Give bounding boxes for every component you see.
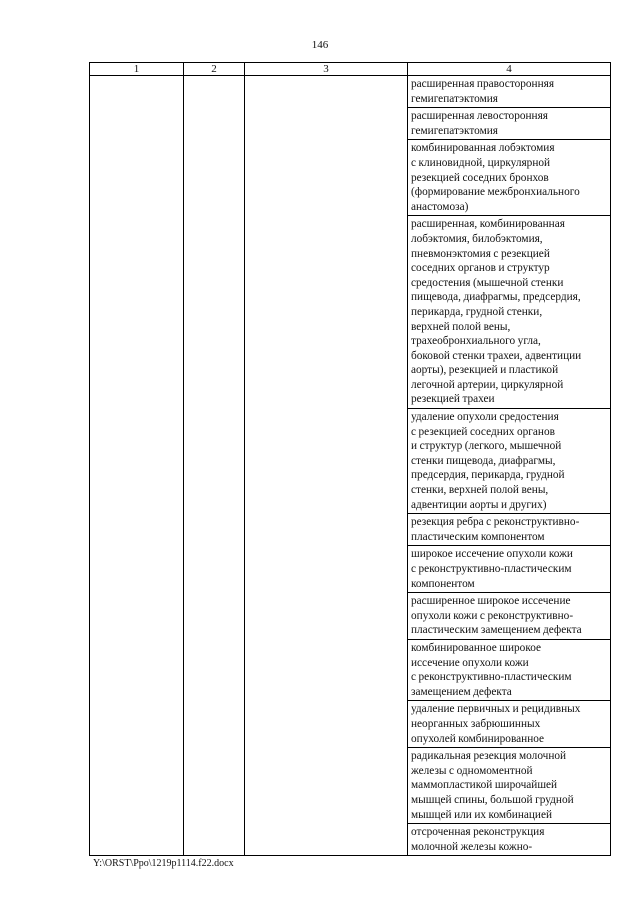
procedure-text-line: анастомоза) bbox=[411, 200, 469, 213]
procedure-text-line: пластическим компонентом bbox=[411, 530, 545, 543]
procedure-text-line: с реконструктивно-пластическим bbox=[411, 671, 572, 684]
procedure-text-line: трахеобронхиального угла, bbox=[411, 335, 541, 348]
procedure-text-line: гемигепатэктомия bbox=[411, 124, 498, 137]
procedure-text-line: пластическим замещением дефекта bbox=[411, 624, 582, 637]
procedure-text-line: гемигепатэктомия bbox=[411, 92, 498, 105]
column-header-1: 1 bbox=[90, 63, 184, 76]
procedure-text-line: пневмонэктомия с резекцией bbox=[411, 247, 550, 260]
procedure-text-line: удаление опухоли средостения bbox=[411, 411, 559, 424]
procedure-text-line: соседних органов и структур bbox=[411, 262, 550, 275]
procedure-text-line: компонентом bbox=[411, 577, 475, 590]
procedures-table bbox=[89, 62, 611, 856]
procedure-text-line: стенки, верхней полой вены, bbox=[411, 484, 549, 497]
procedure-text-line: маммопластикой широчайшей bbox=[411, 779, 558, 792]
procedure-text-line: удаление первичных и рецидивных bbox=[411, 703, 581, 716]
procedure-text-line: резекцией соседних бронхов bbox=[411, 171, 549, 184]
procedure-text-line: перикарда, грудной стенки, bbox=[411, 305, 543, 318]
procedure-text-line: отсроченная реконструкция bbox=[411, 826, 545, 839]
procedure-text-line: расширенная, комбинированная bbox=[411, 218, 565, 231]
procedure-cell bbox=[408, 748, 611, 824]
empty-column-1-cell bbox=[90, 76, 184, 856]
procedure-text-line: резекцией трахеи bbox=[411, 393, 495, 406]
file-path-footer: Y:\ORST\Ppo\1219p1114.f22.docx bbox=[93, 858, 234, 869]
procedure-cell bbox=[408, 216, 611, 409]
procedure-cell bbox=[408, 409, 611, 514]
procedure-text-line: боковой стенки трахеи, адвентиции bbox=[411, 349, 582, 362]
procedure-cell bbox=[408, 546, 611, 593]
procedure-text-line: радикальная резекция молочной bbox=[411, 750, 567, 763]
procedure-text-line: мышцей или их комбинацией bbox=[411, 808, 553, 821]
empty-column-3-cell bbox=[245, 76, 408, 856]
procedure-text-line: предсердия, перикарда, грудной bbox=[411, 469, 565, 482]
procedure-cell bbox=[408, 76, 611, 108]
procedure-text-line: пищевода, диафрагмы, предсердия, bbox=[411, 291, 581, 304]
procedure-text-line: верхней полой вены, bbox=[411, 320, 511, 333]
procedure-text-line: адвентиции аорты и других) bbox=[411, 498, 547, 511]
procedure-cell bbox=[408, 140, 611, 216]
empty-column-2-cell bbox=[184, 76, 245, 856]
procedure-text-line: с резекцией соседних органов bbox=[411, 425, 555, 438]
procedure-text-line: и структур (легкого, мышечной bbox=[411, 440, 562, 453]
procedure-text-line: лобэктомия, билобэктомия, bbox=[411, 232, 543, 245]
procedure-text-line: легочной артерии, циркулярной bbox=[411, 378, 564, 391]
procedure-text-line: (формирование межбронхиального bbox=[411, 186, 580, 199]
procedure-text-line: расширенная правосторонняя bbox=[411, 78, 555, 90]
procedure-text-line: опухоли кожи с реконструктивно- bbox=[411, 609, 574, 622]
column-header-2: 2 bbox=[184, 63, 245, 76]
procedure-text-line: резекция ребра с реконструктивно- bbox=[411, 516, 580, 529]
procedure-text-line: средостения (мышечной стенки bbox=[411, 276, 564, 289]
procedure-text-line: аорты), резекцией и пластикой bbox=[411, 364, 559, 377]
procedure-text-line: комбинированная лобэктомия bbox=[411, 142, 555, 155]
procedure-cell bbox=[408, 824, 611, 856]
table-header-row bbox=[90, 63, 611, 76]
procedure-text-line: замещением дефекта bbox=[411, 685, 512, 698]
procedure-text-line: расширенное широкое иссечение bbox=[411, 595, 571, 608]
table-body bbox=[90, 76, 611, 856]
procedure-text-line: расширенная левосторонняя bbox=[411, 110, 548, 123]
procedure-text-line: железы с одномоментной bbox=[411, 764, 533, 777]
procedure-cell bbox=[408, 108, 611, 140]
procedure-text-line: мышцей спины, большой грудной bbox=[411, 793, 574, 806]
page-number: 146 bbox=[311, 39, 329, 51]
column-header-4: 4 bbox=[408, 63, 611, 76]
procedure-cell bbox=[408, 639, 611, 700]
procedure-text-line: неорганных забрюшинных bbox=[411, 717, 541, 730]
procedure-text-line: с реконструктивно-пластическим bbox=[411, 563, 572, 575]
procedure-cell bbox=[408, 701, 611, 748]
procedure-text-line: молочной железы кожно- bbox=[411, 840, 533, 853]
column-header-3: 3 bbox=[245, 63, 408, 76]
table-row bbox=[90, 76, 611, 108]
procedure-text-line: широкое иссечение опухоли кожи bbox=[411, 548, 573, 561]
procedure-text-line: стенки пищевода, диафрагмы, bbox=[411, 454, 556, 467]
procedure-text-line: опухолей комбинированное bbox=[411, 732, 545, 745]
procedure-cell bbox=[408, 593, 611, 640]
procedure-text-line: иссечение опухоли кожи bbox=[411, 656, 529, 669]
procedure-cell bbox=[408, 514, 611, 546]
procedure-text-line: с клиновидной, циркулярной bbox=[411, 156, 551, 169]
procedure-text-line: комбинированное широкое bbox=[411, 641, 542, 654]
